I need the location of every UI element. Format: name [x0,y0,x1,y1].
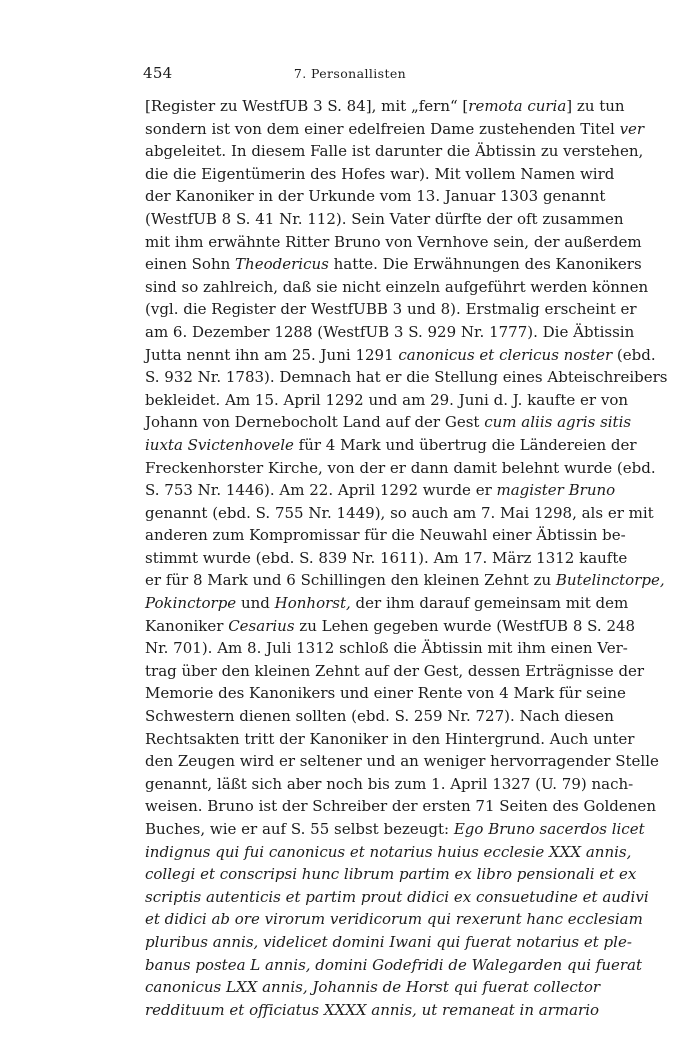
text-line [145,682,626,705]
text-line [145,344,656,367]
text-line [145,795,656,818]
text-segment: zu Lehen gegeben wurde (WestfUB 8 S. 248 [294,616,636,635]
italic-segment: iuxta Svictenhovele [145,435,294,454]
text-segment: bekleidet. Am 15. April 1292 und am 29. Juni d. J. kaufte er von [145,390,629,409]
text-segment: (WestfUB 8 S. 41 Nr. 112). Sein Vater dürfte der oft zusammen [145,209,624,228]
text-line [145,841,632,864]
text-line [145,118,645,141]
text-segment: für 4 Mark und übertrug die Ländereien der [293,435,637,454]
text-line [145,750,659,773]
italic-segment: canonicus LXX annis, Johannis de Horst qui fuerat collector [145,978,601,997]
text-segment: Schwestern dienen sollten (ebd. S. 259 Nr. 727). Nach diesen [145,707,614,726]
text-line [145,524,626,547]
text-segment: mit ihm erwähnte Ritter Bruno von Vernhove sein, der außerdem [145,232,642,251]
text-line [145,863,637,886]
text-line [145,185,606,208]
italic-segment: et didici ab ore virorum veridicorum qui rexerunt hanc ecclesiam [145,910,643,929]
text-segment: (vgl. die Register der WestfUBB 3 und 8). Erstmalig erscheint er [145,300,637,319]
text-segment: und [236,594,275,613]
text-line [145,615,636,638]
text-line [145,637,628,660]
text-line [145,140,644,163]
text-line [145,705,614,728]
text-segment: genannt (ebd. S. 755 Nr. 1449), so auch am 7. Mai 1298, als er mit [145,503,654,522]
text-line [145,95,625,118]
text-line [145,366,668,389]
text-segment: am 6. Dezember 1288 (WestfUB 3 S. 929 Nr. 1777). Die Äbtissin [145,322,635,341]
text-segment: Rechtsakten tritt der Kanoniker in den Hintergrund. Auch unter [145,729,635,748]
text-segment: abgeleitet. In diesem Falle ist darunter die Äbtissin zu verstehen, [145,142,644,161]
italic-segment: Pokinctorpe [145,594,237,613]
text-segment: den Zeugen wird er seltener und an weniger hervorragender Stelle [145,752,659,771]
text-line [145,592,629,615]
page-number: 454 [143,64,173,82]
text-line [145,276,649,299]
text-segment: S. 753 Nr. 1446). Am 22. April 1292 wurde er [145,481,497,500]
italic-segment: Honhorst, [274,594,351,613]
italic-segment: Theodericus [235,255,329,274]
text-segment: sondern ist von dem einer edelfreien Dame zustehenden Titel [145,119,620,138]
text-segment: er für 8 Mark und 6 Schillingen den kleinen Zehnt zu [145,571,556,590]
italic-segment: canonicus et clericus noster [398,345,613,364]
body-paragraph [145,95,668,1021]
italic-segment: ver [619,119,645,138]
text-segment: ] zu tun [566,97,625,115]
text-line [145,231,642,254]
text-segment: Johann von Dernebocholt Land auf der Gest [145,413,485,432]
text-line [145,411,632,434]
text-line [145,457,656,480]
text-segment: einen Sohn [145,255,236,274]
italic-segment: remota curia [468,97,567,115]
text-line [145,502,654,525]
text-line [145,163,615,186]
text-line [145,818,645,841]
text-line [145,660,645,683]
text-segment: der Kanoniker in der Urkunde vom 13. Januar 1303 genannt [145,187,606,206]
text-line [145,908,643,931]
italic-segment: banus postea L annis, domini Godefridi de Walegarden qui fuerat [145,955,643,974]
text-segment: S. 932 Nr. 1783). Demnach hat er die Stellung eines Abteischreibers [145,368,668,387]
italic-segment: Cesarius [228,616,295,635]
text-line [145,389,629,412]
text-line [145,569,665,592]
text-line [145,479,616,502]
italic-segment: cum aliis agris sitis [484,413,632,432]
text-segment: stimmt wurde (ebd. S. 839 Nr. 1611). Am 17. März 1312 kaufte [145,548,628,567]
text-segment: Nr. 701). Am 8. Juli 1312 schloß die Äbtissin mit ihm einen Ver- [145,639,628,658]
text-segment: sind so zahlreich, daß sie nicht einzeln aufgeführt werden können [145,277,649,296]
text-segment: hatte. Die Erwähnungen des Kanonikers [328,255,642,274]
text-line [145,728,635,751]
text-line [145,886,649,909]
text-line [145,931,632,954]
text-line [145,773,634,796]
text-line [145,999,600,1022]
text-segment: genannt, läßt sich aber noch bis zum 1. April 1327 (U. 79) nach- [145,774,634,793]
running-title: 7. Personallisten [293,66,407,81]
italic-segment: scriptis autenticis et partim prout didici ex consuetudine et audivi [145,887,649,906]
text-segment: der ihm darauf gemeinsam mit dem [350,594,629,613]
italic-segment: indignus qui fui canonicus et notarius huius ecclesie XXX annis, [145,842,632,861]
italic-segment: Butelinctorpe, [555,571,665,590]
text-segment: [Register zu WestfUB 3 S. 84], mit „fern“ [ [145,97,469,115]
text-segment: (ebd. [612,345,656,364]
text-line [145,976,601,999]
text-line [145,298,637,321]
text-segment: Memorie des Kanonikers und einer Rente von 4 Mark für seine [145,684,626,703]
italic-segment: collegi et conscripsi hunc librum partim ex libro pensionali et ex [145,865,637,884]
text-line [145,253,642,276]
text-segment: Jutta nennt ihn am 25. Juni 1291 [145,345,399,364]
text-line [145,321,635,344]
text-segment: weisen. Bruno ist der Schreiber der ersten 71 Seiten des Goldenen [145,797,656,816]
text-segment: die die Eigentümerin des Hofes war). Mit vollem Namen wird [145,164,615,183]
text-line [145,547,628,570]
text-segment: Kanoniker [145,616,229,635]
italic-segment: pluribus annis, videlicet domini Iwani qui fuerat notarius et ple- [145,932,632,951]
text-segment: anderen zum Kompromissar für die Neuwahl einer Äbtissin be- [145,526,626,545]
text-segment: Freckenhorster Kirche, von der er dann damit belehnt wurde (ebd. [145,458,656,477]
text-segment: trag über den kleinen Zehnt auf der Gest, dessen Erträgnisse der [145,661,645,680]
italic-segment: Ego Bruno sacerdos licet [453,820,645,838]
italic-segment: reddituum et officiatus XXXX annis, ut remaneat in armario [145,1000,600,1019]
text-line [145,208,624,231]
italic-segment: magister Bruno [496,481,616,500]
text-segment: Buches, wie er auf S. 55 selbst bezeugt: [145,820,454,838]
text-line [145,954,643,977]
text-line [145,434,637,457]
